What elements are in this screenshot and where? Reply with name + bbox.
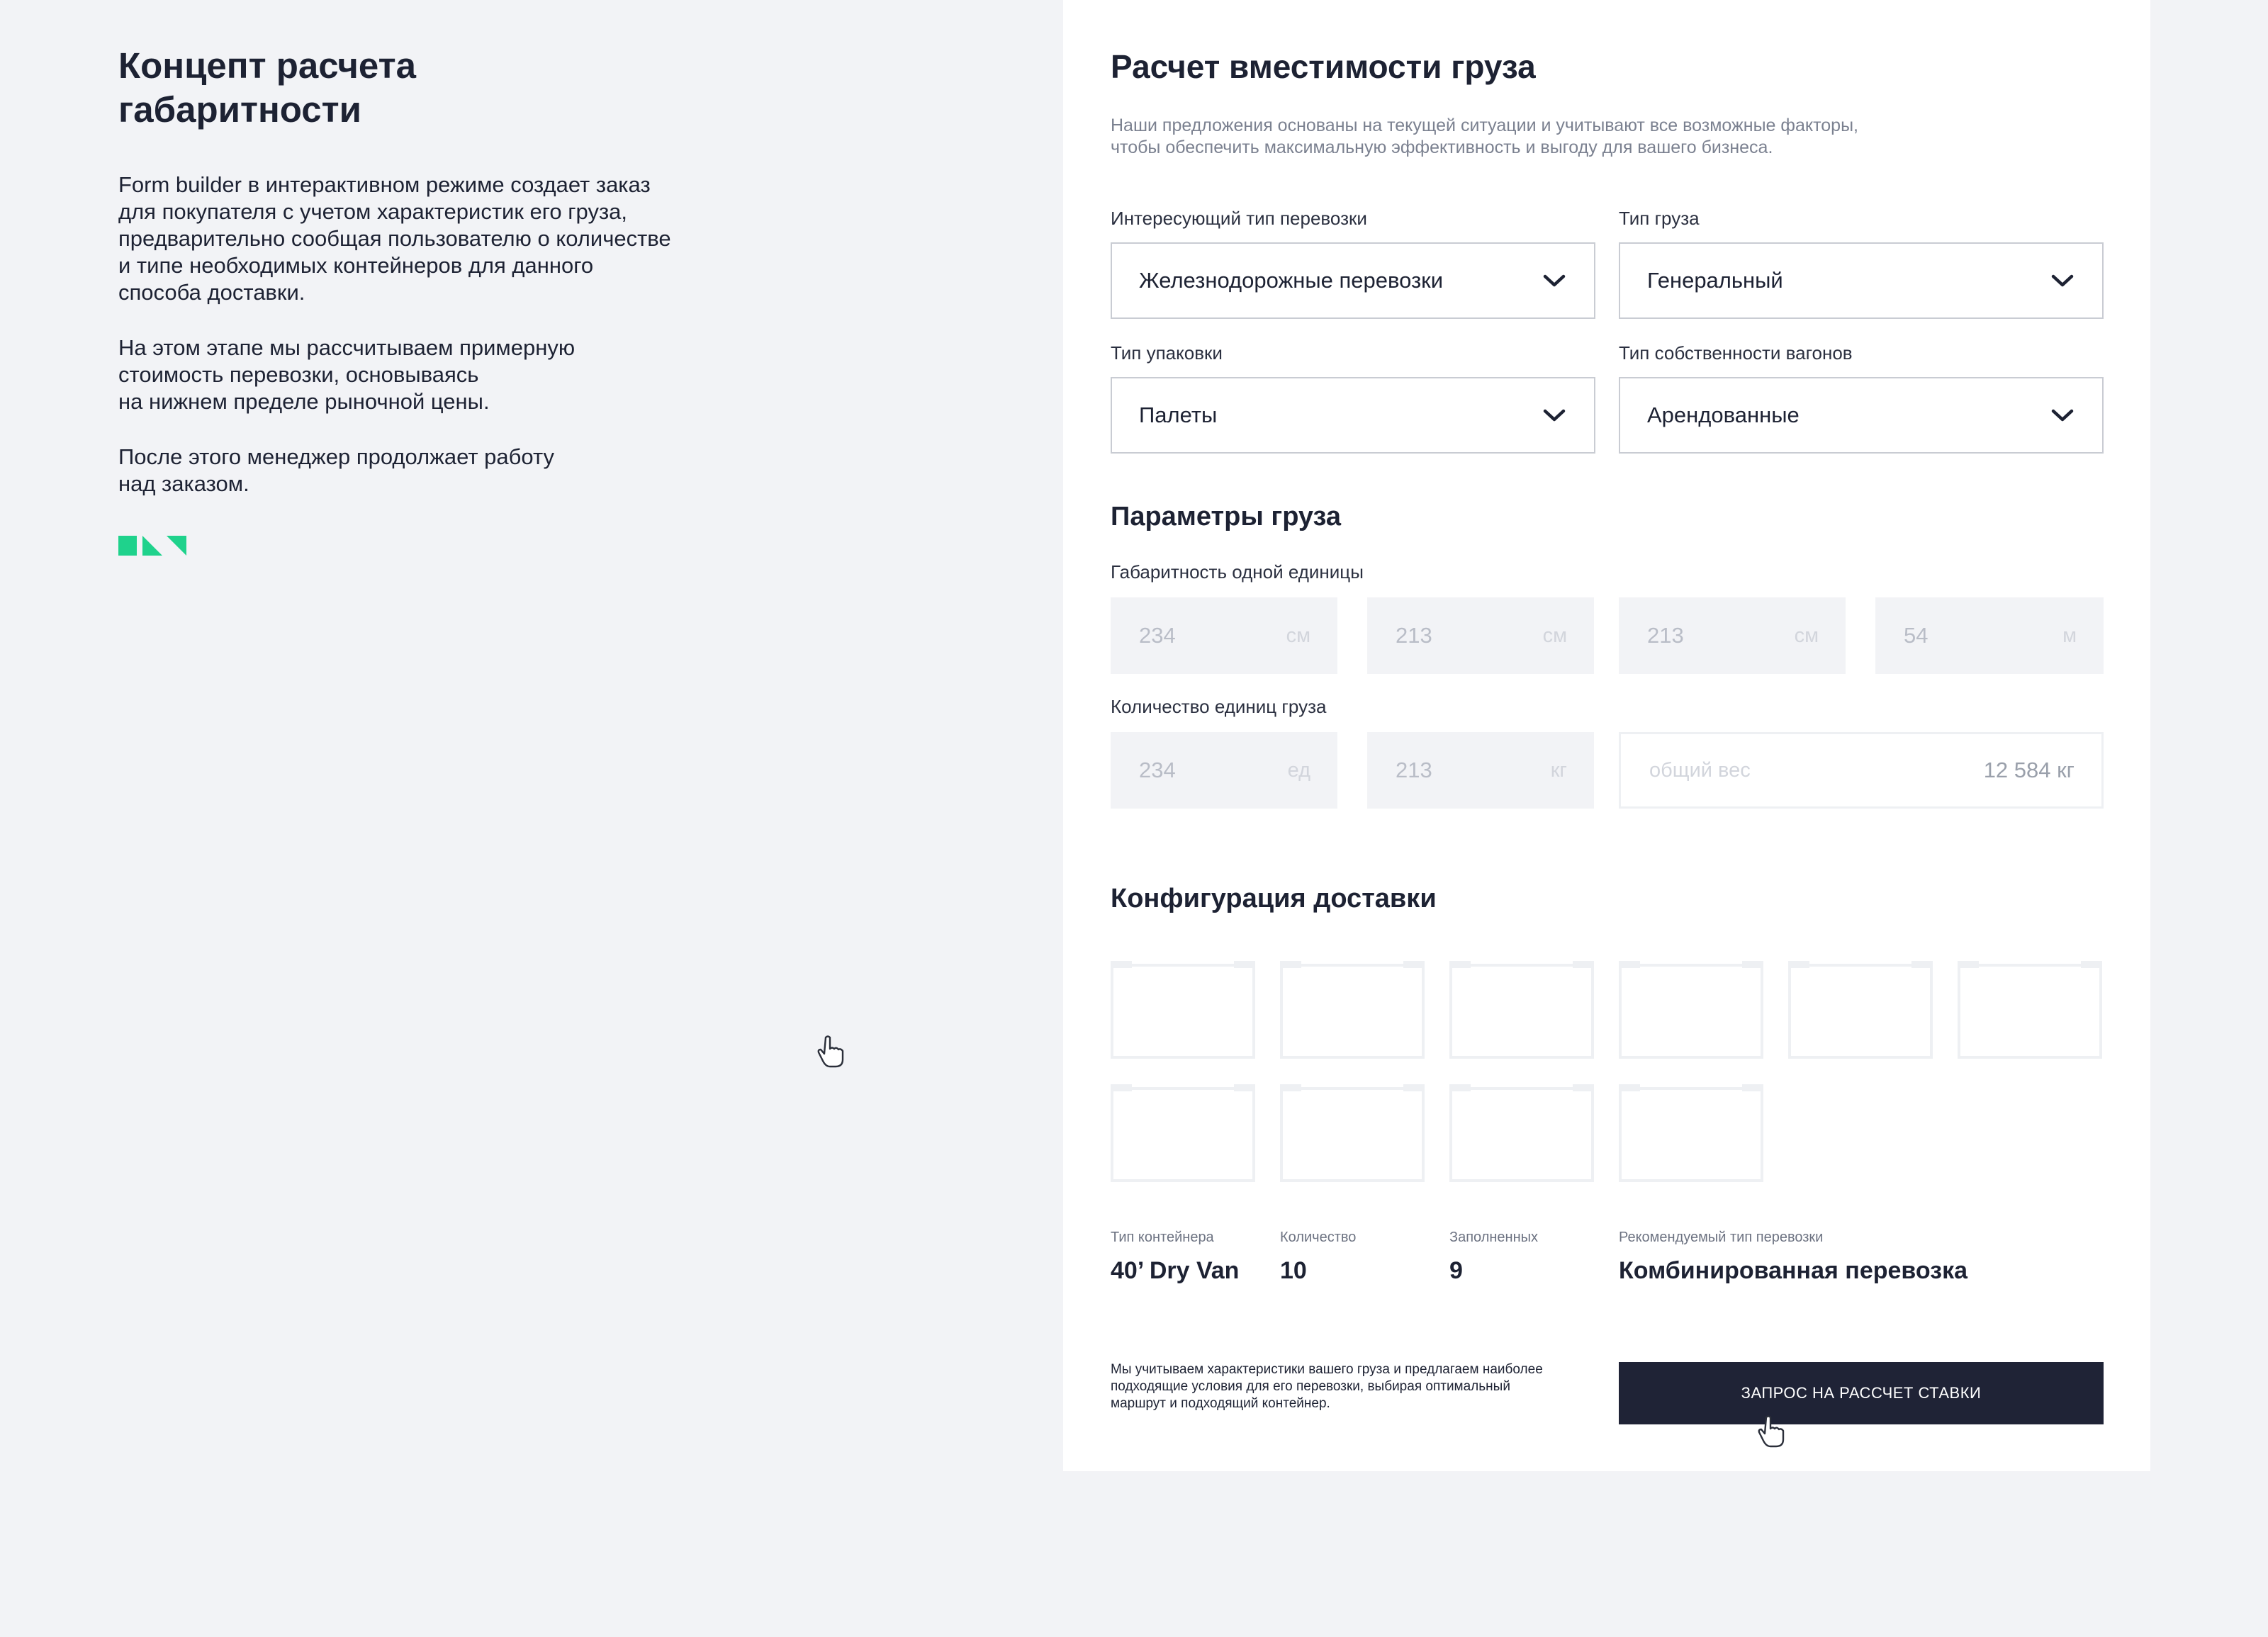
container-type-value: 40’ Dry Van [1111, 1257, 1240, 1284]
container-slot [1111, 964, 1255, 1059]
total-weight-placeholder: общий вес [1649, 758, 1751, 782]
filled-containers-label: Заполненных [1449, 1230, 1539, 1245]
unit-width-input[interactable] [1367, 597, 1594, 674]
container-slot [1280, 964, 1425, 1059]
unit-volume-unit: м [2062, 624, 2077, 647]
unit-volume-input[interactable] [1875, 597, 2104, 674]
chevron-down-icon [1542, 272, 1567, 289]
form-title: Расчет вместимости груза [1111, 48, 1536, 85]
intro-paragraph-3: После этого менеджер продолжает работу над заказом. [118, 444, 554, 496]
container-slot [1449, 1087, 1594, 1182]
hand-pointer-icon [817, 1035, 846, 1069]
hand-pointer-icon [1758, 1414, 1786, 1448]
recommended-transport-label: Рекомендуемый тип перевозки [1619, 1230, 1824, 1245]
unit-width-unit: см [1542, 624, 1567, 647]
unit-weight-value: 213 [1396, 758, 1432, 782]
form-lead: Наши предложения основаны на текущей ситуации и учитывают все возможные факторы, чтобы обеспечить максимальную эффективность и выгоду для вашего бизнеса. [1111, 116, 1858, 157]
unit-count-value: 234 [1139, 758, 1176, 782]
unit-size-label: Габаритность одной единицы [1111, 561, 1364, 583]
wagon-ownership-label: Тип собственности вагонов [1619, 342, 1853, 364]
delivery-config-title: Конфигурация доставки [1111, 884, 1437, 913]
recommended-transport-value: Комбинированная перевозка [1619, 1257, 1968, 1284]
packaging-type-label: Тип упаковки [1111, 342, 1223, 364]
quantity-label: Количество единиц груза [1111, 696, 1327, 717]
container-quantity-value: 10 [1280, 1257, 1307, 1284]
transport-type-label: Интересующий тип перевозки [1111, 208, 1367, 229]
container-slot [1111, 1087, 1255, 1182]
container-type-label: Тип контейнера [1111, 1230, 1214, 1245]
total-weight-field[interactable] [1619, 732, 2104, 809]
packaging-type-select[interactable] [1111, 377, 1595, 454]
wagon-ownership-value: Арендованные [1647, 403, 1800, 427]
unit-length-unit: см [1286, 624, 1310, 647]
unit-weight-unit: кг [1550, 758, 1567, 782]
container-quantity-label: Количество [1280, 1230, 1357, 1245]
unit-count-input[interactable] [1111, 732, 1337, 809]
chevron-down-icon [1542, 407, 1567, 424]
cargo-params-title: Параметры груза [1111, 502, 1342, 531]
unit-volume-value: 54 [1904, 623, 1929, 648]
intro-paragraph-1: Form builder в интерактивном режиме создает заказ для покупателя с учетом характеристик его груза, предварительно сообщая пользователю о количестве и типе необходимых контейнеров для данного способа доставки. [118, 172, 671, 305]
cargo-type-select[interactable] [1619, 242, 2104, 319]
request-rate-button[interactable]: ЗАПРОС НА РАССЧЕТ СТАВКИ [1619, 1362, 2104, 1424]
unit-height-value: 213 [1647, 623, 1684, 648]
intro-paragraph-2: На этом этапе мы рассчитываем примерную стоимость перевозки, основываясь на нижнем пределе рыночной цены. [118, 335, 576, 414]
unit-height-input[interactable] [1619, 597, 1846, 674]
container-slot [1619, 1087, 1763, 1182]
form-note: Мы учитываем характеристики вашего груза и предлагаем наиболее подходящие условия для его перевозки, выбирая оптимальный маршрут и подходящий контейнер. [1111, 1362, 1543, 1411]
packaging-type-value: Палеты [1139, 403, 1218, 427]
unit-length-value: 234 [1139, 623, 1176, 648]
intro-title: Концепт расчета габаритности [118, 45, 416, 130]
unit-height-unit: см [1794, 624, 1819, 647]
filled-containers-value: 9 [1449, 1257, 1463, 1284]
unit-length-input[interactable] [1111, 597, 1337, 674]
unit-weight-input[interactable] [1367, 732, 1594, 809]
container-slot [1788, 964, 1933, 1059]
unit-count-unit: ед [1287, 758, 1310, 782]
transport-type-select[interactable] [1111, 242, 1595, 319]
container-slot [1280, 1087, 1425, 1182]
cargo-type-label: Тип груза [1619, 208, 1700, 229]
container-slot [1449, 964, 1594, 1059]
brand-logo-icon [118, 536, 186, 556]
chevron-down-icon [2050, 272, 2075, 289]
chevron-down-icon [2050, 407, 2075, 424]
container-slot [1619, 964, 1763, 1059]
container-slot [1958, 964, 2102, 1059]
total-weight-value: 12 584 кг [1983, 758, 2075, 782]
cargo-type-value: Генеральный [1647, 268, 1783, 293]
unit-width-value: 213 [1396, 623, 1432, 648]
wagon-ownership-select[interactable] [1619, 377, 2104, 454]
transport-type-value: Железнодорожные перевозки [1139, 268, 1444, 293]
